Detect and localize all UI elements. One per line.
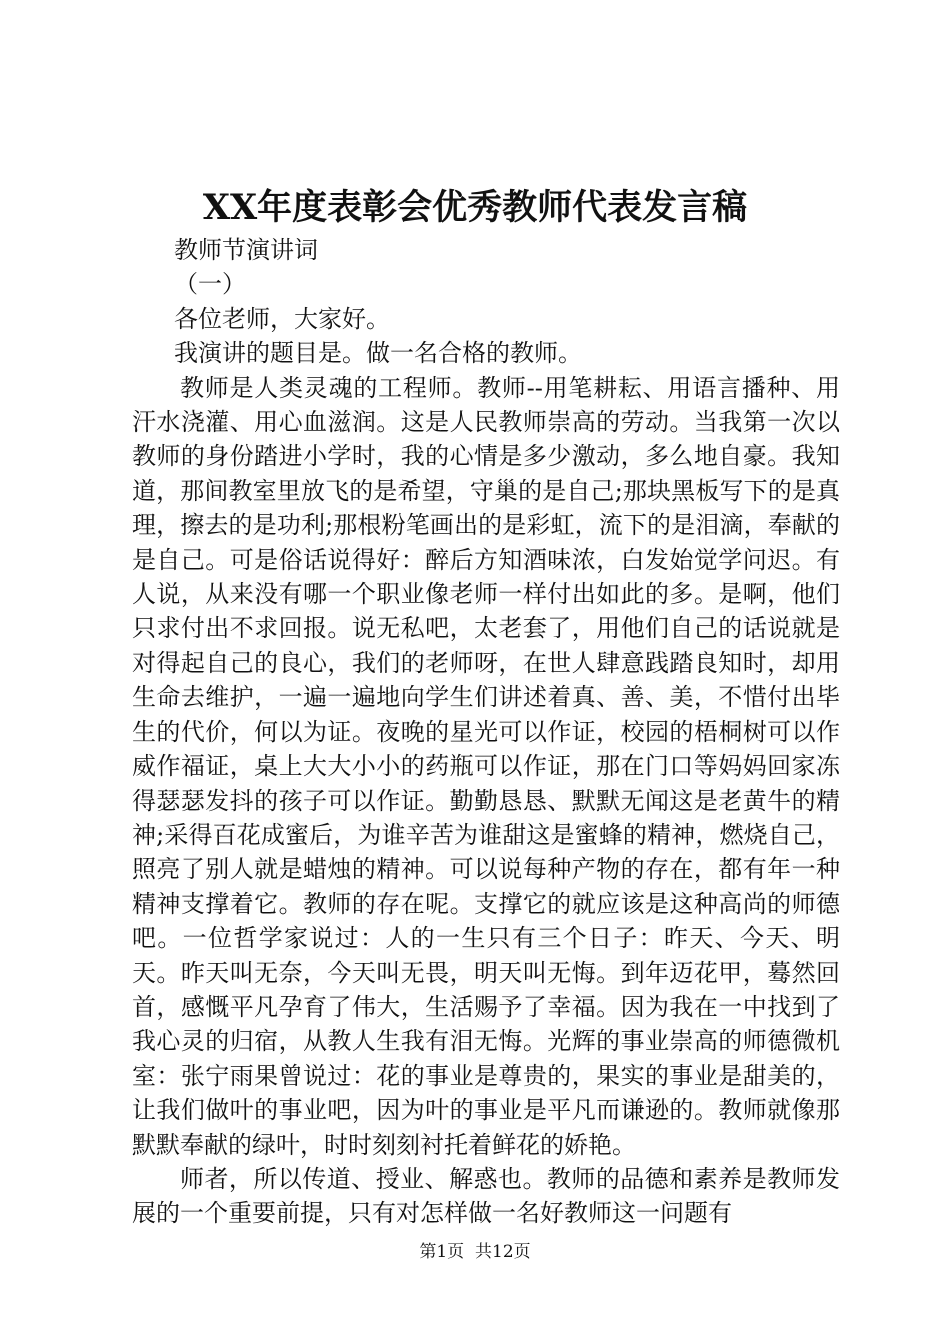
paragraph-main: 教师是人类灵魂的工程师。教师--用笔耕耘、用语言播种、用汗水浇灌、用心血滋润。这是人民教师崇高的劳动。当我第一次以教师的身份踏进小学时，我的心情是多少激动，多么地自豪。我知道，那间教室里放飞的是希望，守巢的是自己;那块黑板写下的是真理，擦去的是功利;那根粉笔画出的是彩虹，流下的是泪滴，奉献的是自己。可是俗话说得好：醉后方知酒味浓，白发始觉学问迟。有人说，从来没有哪一个职业像老师一样付出如此的多。是啊，他们只求付出不求回报。说无私吧，太老套了，用他们自己的话说就是对得起自己的良心，我们的老师呀，在世人肆意践踏良知时，却用生命去维护，一遍一遍地向学生们讲述着真、善、美，不惜付出毕生的代价，何以为证。夜晚的星光可以作证，校园的梧桐树可以作威作福证，桌上大大小小的药瓶可以作证，那在门口等妈妈回家冻得瑟瑟发抖的孩子可以作证。勤勤恳恳、默默无闻这是老黄牛的精神;采得百花成蜜后，为谁辛苦为谁甜这是蜜蜂的精神，燃烧自己，照亮了别人就是蜡烛的精神。可以说每种产物的存在，都有年一种精神支撑着它。教师的存在呢。支撑它的就应该是这种高尚的师德吧。一位哲学家说过：人的一生只有三个日子：昨天、今天、明天。昨天叫无奈，今天叫无畏，明天叫无悔。到年迈花甲，蓦然回首，感慨平凡孕育了伟大，生活赐予了幸福。因为我在一中找到了我心灵的归宿，从教人生我有泪无悔。光辉的事业崇高的师德微机室：张宁雨果曾说过：花的事业是尊贵的，果实的事业是甜美的，让我们做叶的事业吧，因为叶的事业是平凡而谦逊的。教师就像那默默奉献的绿叶，时时刻刻衬托着鲜花的娇艳。 xyxy=(132,373,840,1159)
page-total: 共12页 xyxy=(475,1242,531,1262)
paragraph-section-number: （一） xyxy=(174,270,246,299)
page-footer xyxy=(0,1240,950,1264)
paragraph-topic: 我演讲的题目是。做一名合格的教师。 xyxy=(174,339,582,368)
paragraph-subtitle: 教师节演讲词 xyxy=(174,236,318,264)
paragraph-continued: 师者，所以传道、授业、解惑也。教师的品德和素养是教师发展的一个重要前提，只有对怎样做一名好教师这一问题有 xyxy=(132,1164,840,1228)
page-number: 第1页 xyxy=(419,1242,465,1262)
document-body xyxy=(132,233,840,1231)
document-title: XX年度表彰会优秀教师代表发言稿 xyxy=(202,187,748,228)
paragraph-greeting: 各位老师，大家好。 xyxy=(174,304,390,333)
